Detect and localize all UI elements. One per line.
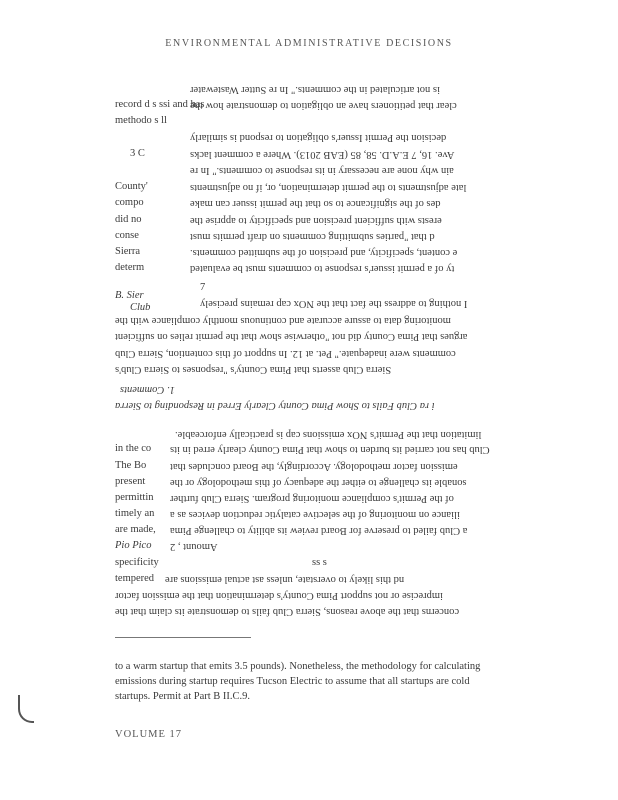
inverted-line: iliance on monitoring of the selective catalytic reduction devices as a [170,509,460,520]
inverted-line: comments were inadequate." Pet. at 12. In support of this contention, Sierra Club [115,348,456,359]
inverted-line: d that "parties submitting comments on draft permits must [190,231,435,242]
inverted-line: I nothing to address the fact that the NOx cap remains precisely [200,298,468,309]
inverted-line: argues that Pima County did not "otherwise show that the permit relies on sufficient [115,331,468,342]
section-heading-number: 7 [200,282,206,293]
upright-fragment: timely an [115,508,155,519]
inverted-line: imprecise or not support Pima County's determination that the emission factor [115,590,443,601]
inverted-line: emission factor methodology. Accordingly, the Board concludes that [170,461,458,472]
inverted-line: limitation that the Permit's NOx emissions cap is practically enforceable. [175,429,482,440]
inverted-line: des of the significance to so that the permit issuer can make [190,198,441,209]
inverted-line: Club has not carried its burden to show that Pima County clearly erred in its [170,444,490,455]
inverted-line: nd this likely to overstate, unless ast actual emissions are [165,574,405,585]
inverted-line: decision the Permit Issuer's obligation to respond is similarly [190,132,447,143]
upright-fragment: determ [115,262,145,273]
running-head: ENVIRONMENTAL ADMINISTRATIVE DECISIONS [165,38,453,49]
footnote-line: startups. Permit at Part B II.C.9. [115,691,251,702]
upright-fragment: specificity [115,557,159,568]
margin-bracket-mark [18,695,34,723]
upright-fragment: conse [115,230,139,241]
upright-fragment: The Bo [115,460,147,471]
upright-fragment: are made, [115,524,156,535]
upright-fragment: tempered [115,573,155,584]
inverted-line: clear that petitioners have an obligation to demonstrate how the [190,100,457,111]
inverted-line: monitoring data to assure accurate and continuous monthly compliance with the [115,315,451,326]
inverted-line: concerns that the above reasons, Sierra Club fails to demonstrate its claim that the [115,606,460,617]
inverted-line: Amount , 2 [170,541,218,552]
inverted-line: Sierra Club asserts that Pima County's "responses to Sierra Club's [115,364,392,375]
section-heading-label: B. Sier [115,290,144,301]
inverted-line: ty of a permit issuer's response to comments must be evaluated [190,263,455,274]
upright-fragment: County' [115,181,148,192]
subsection-heading: i ra Club Fails to Show Pima County Clearly Erred in Responding to Sierra [115,400,435,411]
upright-fragment: 3 C [130,148,145,159]
upright-fragment: Pio Pico [115,540,152,551]
inverted-line: late adjustments to the permit determination, or, if no adjustments [190,182,467,193]
upright-fragment: methodo s ll [115,115,167,126]
upright-fragment: ss s [312,557,327,568]
inverted-line: of the Permit's compliance monitoring program. Sierra Club further [170,493,454,504]
upright-fragment: did no [115,214,142,225]
inverted-line: sonable its challenge to either the adequacy of this methodology or the [170,477,467,488]
inverted-line: erests with sufficient precision and specificity to apprise the [190,215,442,226]
inverted-line: Ave. 16, 7 E.A.D. 58, 85 (EAB 2013). Where a comment lacks [190,149,455,160]
upright-fragment: present [115,476,146,487]
upright-fragment: in the co [115,443,152,454]
upright-fragment: permittin [115,492,154,503]
upright-fragment: Sierra [115,246,141,257]
footnote-divider [115,637,251,638]
inverted-line: a Club failed to preserve for Board review its ability to challenge Pima [170,525,468,536]
footnote-line: emissions during startup requires Tucson Electric to assume that all startups are cold [115,676,470,687]
subsection-heading: 1. Comments [120,384,175,395]
inverted-line: is not articulated in the comments." In re Sutter Wastewater [190,84,440,95]
upright-fragment: record d s ssi and has [115,99,205,110]
inverted-line: ain why none are necessary in its response to comments." In re [190,165,454,176]
upright-fragment: compo [115,197,144,208]
section-heading-sub: Club [130,302,151,313]
inverted-line: e content, specificity, and precision of the submitted comments. [190,247,458,258]
volume-footer: VOLUME 17 [115,729,183,740]
footnote-line: to a warm startup that emits 3.5 pounds). Nonetheless, the methodology for calculating [115,661,481,672]
